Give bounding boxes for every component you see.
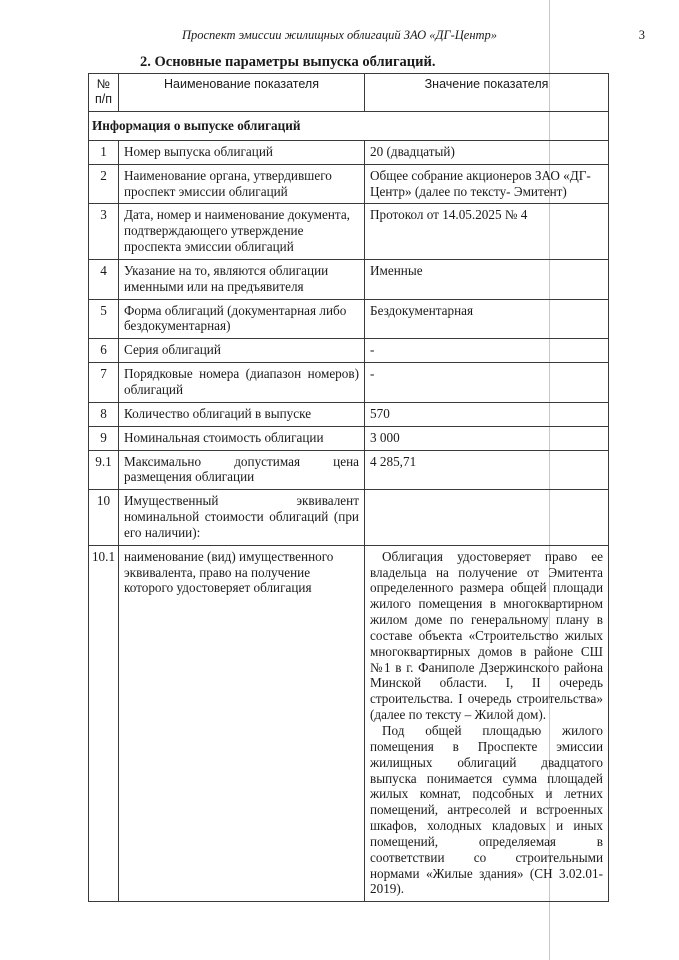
row-name: Номинальная стоимость облигации xyxy=(119,426,365,450)
row-name: Наименование органа, утвердившего проспект эмиссии облигаций xyxy=(119,164,365,204)
table-row xyxy=(89,164,609,204)
col-header-value: Значение показателя xyxy=(365,74,609,112)
row-value: Именные xyxy=(365,259,609,299)
row-num: 10 xyxy=(89,490,119,546)
row-value: - xyxy=(365,363,609,403)
table-row xyxy=(89,140,609,164)
row-num: 6 xyxy=(89,339,119,363)
row-name: наименование (вид) имущественного эквивалента, право на получение которого удостоверяет облигация xyxy=(119,545,365,902)
table-row xyxy=(89,259,609,299)
row-value: 4 285,71 xyxy=(365,450,609,490)
row-name: Номер выпуска облигаций xyxy=(119,140,365,164)
row-value: 570 xyxy=(365,402,609,426)
table-row xyxy=(89,426,609,450)
row-value: Бездокументарная xyxy=(365,299,609,339)
row-num: 3 xyxy=(89,204,119,260)
row-name: Серия облигаций xyxy=(119,339,365,363)
section-title: 2. Основные параметры выпуска облигаций. xyxy=(140,54,436,70)
row-value xyxy=(365,545,609,902)
row-value-paragraph: Под общей площадью жилого помещения в Проспекте эмиссии жилищных облигаций двадцатого выпуска понимается сумма площадей жилых комнат, подсобных и летних помещений, антресолей и встроенных шкафов, холодных кладовых и иных помещений, определяемая в соответствии со строительными нормами «Жилые здания» (СН 3.02.01-2019). xyxy=(370,723,603,897)
row-num: 2 xyxy=(89,164,119,204)
table-row xyxy=(89,545,609,902)
page-number: 3 xyxy=(638,28,645,42)
table-row xyxy=(89,299,609,339)
row-value xyxy=(365,490,609,546)
row-num: 4 xyxy=(89,259,119,299)
row-value: - xyxy=(365,339,609,363)
row-name: Порядковые номера (диапазон номеров) облигаций xyxy=(119,363,365,403)
table-row xyxy=(89,363,609,403)
table-header-row xyxy=(89,74,609,112)
row-name: Указание на то, являются облигации именными или на предъявителя xyxy=(119,259,365,299)
row-num: 10.1 xyxy=(89,545,119,902)
col-header-name: Наименование показателя xyxy=(119,74,365,112)
row-num: 5 xyxy=(89,299,119,339)
row-value: 20 (двадцатый) xyxy=(365,140,609,164)
row-num: 1 xyxy=(89,140,119,164)
row-value: Протокол от 14.05.2025 № 4 xyxy=(365,204,609,260)
table-row xyxy=(89,204,609,260)
bond-parameters-table xyxy=(88,73,609,902)
group-row xyxy=(89,112,609,141)
row-num: 7 xyxy=(89,363,119,403)
table-row xyxy=(89,339,609,363)
col-header-num: № п/п xyxy=(89,74,119,112)
running-header: Проспект эмиссии жилищных облигаций ЗАО «ДГ-Центр» xyxy=(181,28,498,42)
row-value: Общее собрание акционеров ЗАО «ДГ-Центр» (далее по тексту- Эмитент) xyxy=(365,164,609,204)
row-name: Максимально допустимая цена размещения облигации xyxy=(119,450,365,490)
row-name: Форма облигаций (документарная либо бездокументарная) xyxy=(119,299,365,339)
row-num: 8 xyxy=(89,402,119,426)
table-row xyxy=(89,402,609,426)
row-num: 9.1 xyxy=(89,450,119,490)
row-name: Дата, номер и наименование документа, подтверждающего утверждение проспекта эмиссии облигаций xyxy=(119,204,365,260)
row-num: 9 xyxy=(89,426,119,450)
row-value: 3 000 xyxy=(365,426,609,450)
row-name: Количество облигаций в выпуске xyxy=(119,402,365,426)
table-row xyxy=(89,450,609,490)
table-row xyxy=(89,490,609,546)
group-title: Информация о выпуске облигаций xyxy=(89,112,609,141)
row-value-paragraph: Облигация удостоверяет право ее владельца на получение от Эмитента определенного размера общей площади жилого помещения в многоквартирном жилом доме по генеральному плану в составе объекта «Строительство жилых многоквартирных домов в районе СШ №1 в г. Фаниполе Дзержинского района Минской области. I, II очередь строительства. I очередь строительства» (далее по тексту – Жилой дом). xyxy=(370,548,603,723)
row-name: Имущественный эквивалент номинальной стоимости облигаций (при его наличии): xyxy=(119,490,365,546)
